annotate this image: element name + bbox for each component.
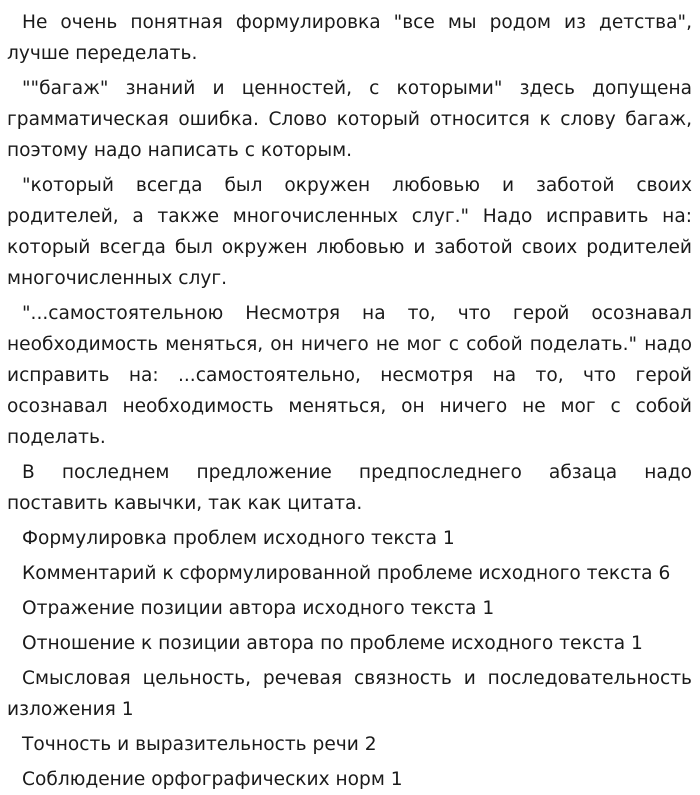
comment-paragraph-grammar: ""багаж" знаний и ценностей, с которыми" здесь допущена грамматическая ошибка. Слово который относится к слову багаж, поэтому надо написать с которым. (7, 78, 692, 161)
score-line-spelling: Соблюдение орфографических норм 1 (22, 769, 403, 790)
score-line-problem: Формулировка проблем исходного текста 1 (22, 528, 455, 549)
comment-paragraph-parents: "который всегда был окружен любовью и заботой своих родителей, а также многочисленных слуг." Надо исправить на: который всегда был окружен любовью и заботой своих родителей многочисленных слуг. (7, 175, 692, 289)
score-line-coherence: Смысловая цельность, речевая связность и последовательность изложения 1 (7, 668, 692, 720)
comment-paragraph-quotes: В последнем предложение предпоследнего абзаца надо поставить кавычки, так как цитата. (7, 462, 692, 514)
score-line-commentary: Комментарий к сформулированной проблеме исходного текста 6 (22, 563, 671, 584)
score-line-expressiveness: Точность и выразительность речи 2 (22, 734, 377, 755)
comment-paragraph-wording: Не очень понятная формулировка "все мы родом из детства", лучше переделать. (7, 12, 692, 64)
score-line-author-position: Отражение позиции автора исходного текста 1 (22, 598, 495, 619)
score-line-attitude: Отношение к позиции автора по проблеме исходного текста 1 (22, 633, 643, 654)
comment-paragraph-independent: "...самостоятельною Несмотря на то, что герой осознавал необходимость меняться, он ничего не мог с собой поделать." надо исправить на: ...самостоятельно, несмотря на то, что герой осознавал необходимость меняться, он ничего не мог с собой поделать. (7, 303, 692, 448)
